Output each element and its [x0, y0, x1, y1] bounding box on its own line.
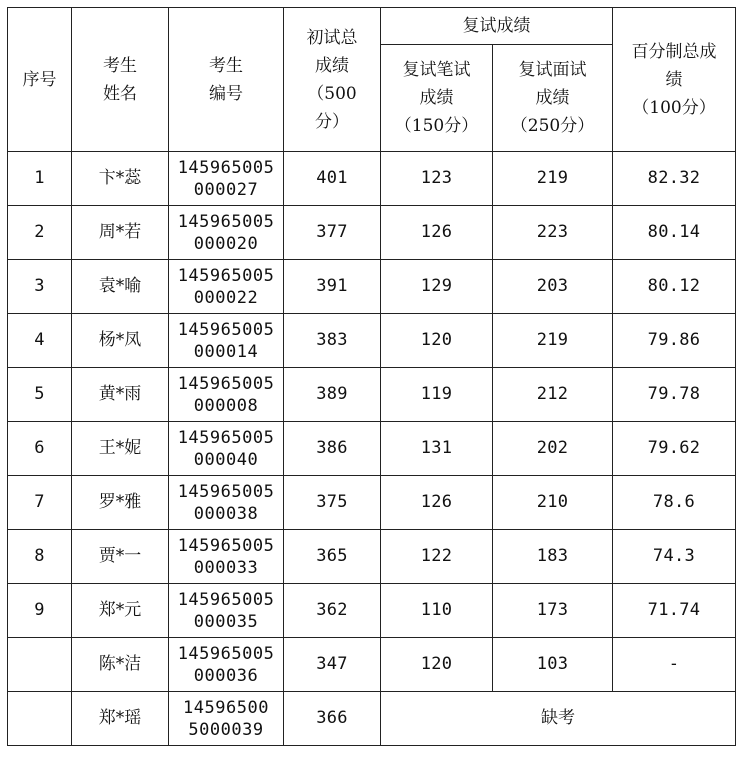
- cell-interview: 212: [493, 368, 613, 422]
- header-final-line2: 绩: [665, 69, 683, 90]
- cell-final: 79.86: [613, 314, 736, 368]
- cell-interview: 210: [493, 476, 613, 530]
- header-written-line1: 复试笔试: [402, 60, 471, 80]
- cell-name: 郑*元: [72, 584, 169, 638]
- cell-exam-id-line1: 145965005: [177, 643, 275, 664]
- cell-initial: 375: [284, 476, 381, 530]
- cell-exam-id-line2: 000014: [193, 341, 259, 362]
- table-row: [8, 422, 736, 476]
- cell-exam-id: [169, 260, 284, 314]
- header-retest-group: 复试成绩: [381, 8, 613, 45]
- cell-exam-id-line1: 145965005: [177, 535, 275, 556]
- cell-exam-id-line2: 5000039: [188, 719, 264, 740]
- cell-interview: 173: [493, 584, 613, 638]
- cell-written: 126: [381, 206, 493, 260]
- header-exam-id-line1: 考生: [209, 55, 243, 76]
- cell-name: 陈*洁: [72, 638, 169, 692]
- cell-final: 71.74: [613, 584, 736, 638]
- cell-exam-id-line1: 145965005: [177, 481, 275, 502]
- cell-interview: 103: [493, 638, 613, 692]
- cell-exam-id: [169, 584, 284, 638]
- table-row: [8, 314, 736, 368]
- table-row: [8, 260, 736, 314]
- cell-seq: 5: [8, 368, 72, 422]
- cell-interview: 203: [493, 260, 613, 314]
- header-final-line1: 百分制总成: [631, 41, 717, 62]
- header-initial-line3: （500: [307, 83, 357, 104]
- header-interview-line2: 成绩: [535, 88, 570, 108]
- cell-exam-id: [169, 206, 284, 260]
- cell-exam-id: [169, 422, 284, 476]
- cell-seq: [8, 638, 72, 692]
- cell-interview: 219: [493, 314, 613, 368]
- header-exam-id-line2: 编号: [209, 83, 243, 104]
- cell-exam-id-line1: 145965005: [177, 589, 275, 610]
- cell-exam-id-line2: 000020: [193, 233, 259, 254]
- cell-seq: 2: [8, 206, 72, 260]
- table-row-absent: [8, 692, 736, 746]
- cell-name: 郑*瑶: [72, 692, 169, 746]
- cell-written: 120: [381, 314, 493, 368]
- header-seq: [8, 8, 72, 152]
- cell-seq: 6: [8, 422, 72, 476]
- cell-final: 80.14: [613, 206, 736, 260]
- cell-name: 杨*凤: [72, 314, 169, 368]
- table-row: [8, 638, 736, 692]
- cell-interview: 223: [493, 206, 613, 260]
- header-initial-total: [284, 8, 381, 152]
- cell-exam-id-line2: 000027: [193, 179, 259, 200]
- cell-initial: 401: [284, 152, 381, 206]
- table-row: [8, 206, 736, 260]
- cell-initial: 383: [284, 314, 381, 368]
- cell-seq: [8, 692, 72, 746]
- cell-written: 110: [381, 584, 493, 638]
- header-name-line1: 考生: [103, 55, 137, 76]
- cell-seq: 1: [8, 152, 72, 206]
- cell-initial: 365: [284, 530, 381, 584]
- score-table: [7, 7, 736, 746]
- cell-initial: 366: [284, 692, 381, 746]
- header-final-percent: [613, 8, 736, 152]
- cell-exam-id: [169, 638, 284, 692]
- cell-final: -: [613, 638, 736, 692]
- cell-written: 120: [381, 638, 493, 692]
- header-written-line3: （150分）: [394, 116, 479, 136]
- header-name-line2: 姓名: [103, 83, 137, 104]
- header-seq-label: 序号: [22, 69, 57, 90]
- cell-seq: 8: [8, 530, 72, 584]
- cell-absent-status: 缺考: [381, 692, 736, 746]
- header-initial-line1: 初试总: [306, 27, 358, 48]
- cell-interview: 219: [493, 152, 613, 206]
- cell-final: 80.12: [613, 260, 736, 314]
- cell-written: 123: [381, 152, 493, 206]
- cell-interview: 202: [493, 422, 613, 476]
- cell-name: 黄*雨: [72, 368, 169, 422]
- cell-exam-id-line1: 145965005: [177, 319, 275, 340]
- cell-written: 122: [381, 530, 493, 584]
- table-row: [8, 152, 736, 206]
- cell-name: 贾*一: [72, 530, 169, 584]
- header-name: [72, 8, 169, 152]
- cell-exam-id-line2: 000008: [193, 395, 259, 416]
- cell-seq: 7: [8, 476, 72, 530]
- cell-exam-id-line2: 000022: [193, 287, 259, 308]
- cell-final: 74.3: [613, 530, 736, 584]
- cell-written: 126: [381, 476, 493, 530]
- cell-exam-id-line1: 145965005: [177, 211, 275, 232]
- cell-final: 79.78: [613, 368, 736, 422]
- cell-name: 王*妮: [72, 422, 169, 476]
- cell-exam-id-line2: 000038: [193, 503, 259, 524]
- cell-exam-id-line1: 145965005: [177, 265, 275, 286]
- header-retest-interview: [493, 45, 613, 152]
- cell-initial: 391: [284, 260, 381, 314]
- cell-exam-id-line2: 000036: [193, 665, 259, 686]
- cell-initial: 386: [284, 422, 381, 476]
- cell-name: 袁*喻: [72, 260, 169, 314]
- header-initial-line4: 分）: [315, 111, 349, 132]
- cell-exam-id: [169, 314, 284, 368]
- cell-exam-id: [169, 530, 284, 584]
- header-row-top: [8, 8, 736, 45]
- cell-name: 罗*雅: [72, 476, 169, 530]
- cell-exam-id-line1: 145965005: [177, 427, 275, 448]
- cell-seq: 9: [8, 584, 72, 638]
- header-retest-written: [381, 45, 493, 152]
- cell-written: 131: [381, 422, 493, 476]
- header-final-line3: （100分）: [632, 97, 716, 118]
- table-row: [8, 584, 736, 638]
- cell-initial: 389: [284, 368, 381, 422]
- cell-final: 79.62: [613, 422, 736, 476]
- cell-exam-id: [169, 152, 284, 206]
- cell-exam-id-line1: 14596500: [183, 697, 269, 718]
- header-interview-line3: （250分）: [510, 116, 595, 136]
- table-row: [8, 368, 736, 422]
- cell-exam-id-line1: 145965005: [177, 373, 275, 394]
- cell-exam-id: [169, 692, 284, 746]
- cell-seq: 3: [8, 260, 72, 314]
- cell-final: 78.6: [613, 476, 736, 530]
- cell-exam-id-line2: 000035: [193, 611, 259, 632]
- header-initial-line2: 成绩: [315, 55, 349, 76]
- cell-name: 周*若: [72, 206, 169, 260]
- cell-initial: 377: [284, 206, 381, 260]
- cell-seq: 4: [8, 314, 72, 368]
- cell-interview: 183: [493, 530, 613, 584]
- cell-final: 82.32: [613, 152, 736, 206]
- table-row: [8, 530, 736, 584]
- cell-written: 129: [381, 260, 493, 314]
- header-interview-line1: 复试面试: [518, 60, 587, 80]
- cell-exam-id-line1: 145965005: [177, 157, 275, 178]
- cell-exam-id-line2: 000033: [193, 557, 259, 578]
- header-exam-id: [169, 8, 284, 152]
- cell-exam-id: [169, 368, 284, 422]
- cell-name: 卞*蕊: [72, 152, 169, 206]
- cell-initial: 362: [284, 584, 381, 638]
- table-row: [8, 476, 736, 530]
- cell-exam-id-line2: 000040: [193, 449, 259, 470]
- cell-exam-id: [169, 476, 284, 530]
- cell-written: 119: [381, 368, 493, 422]
- cell-initial: 347: [284, 638, 381, 692]
- header-written-line2: 成绩: [419, 88, 454, 108]
